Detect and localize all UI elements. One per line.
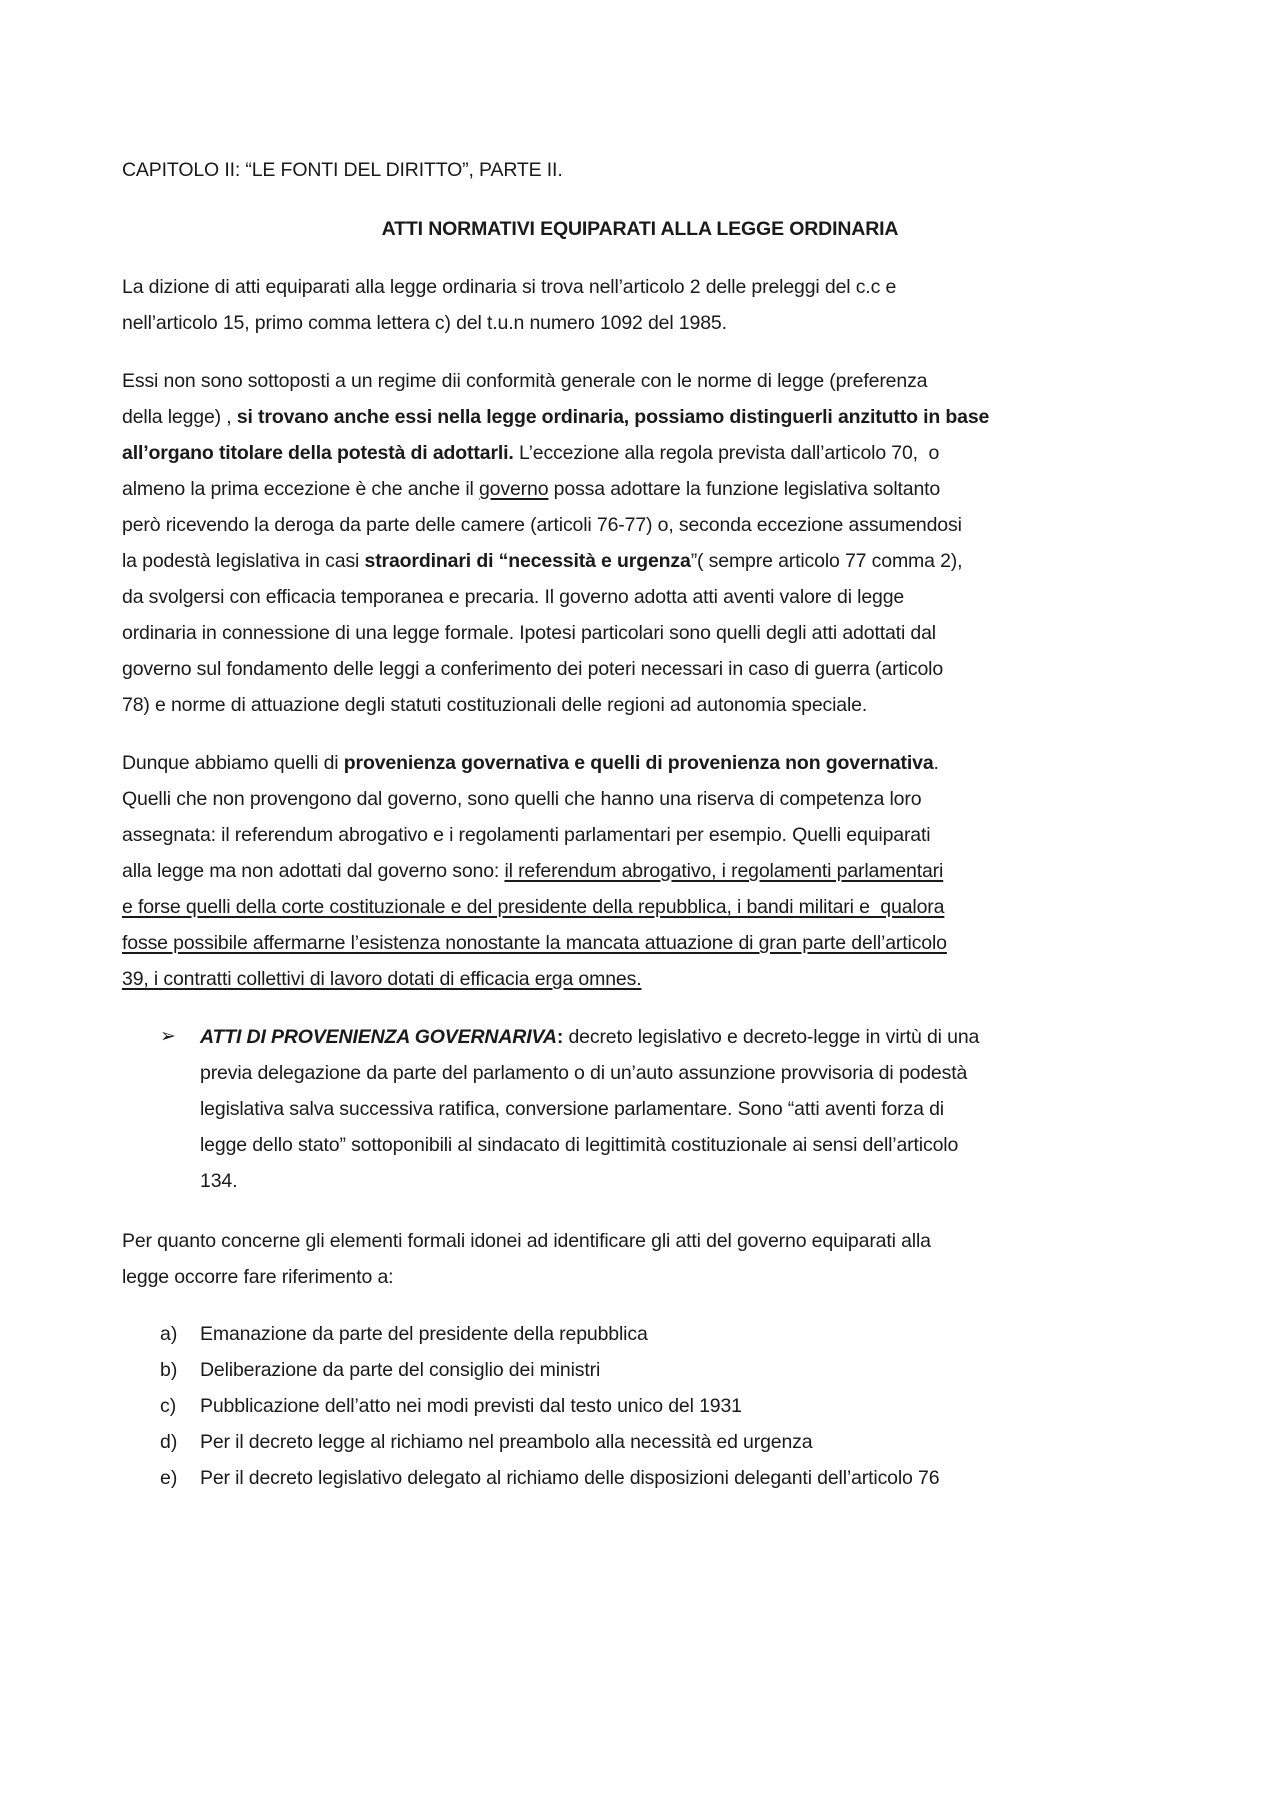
bullet-title: ATTI DI PROVENIENZA GOVERNARIVA <box>200 1026 557 1048</box>
text-line: da svolgersi con efficacia temporanea e precaria. Il governo adotta atti aventi valore di legge <box>122 586 905 608</box>
underlined-text: governo <box>478 478 549 500</box>
text-line: 78) e norme di attuazione degli statuti costituzionali delle regioni ad autonomia speciale. <box>122 694 868 716</box>
section-heading: ATTI NORMATIVI EQUIPARATI ALLA LEGGE ORDINARIA <box>381 218 899 240</box>
arrow-bullet-icon: ➢ <box>160 1026 176 1047</box>
text-line <box>122 549 962 573</box>
underlined-line: fosse possibile affermarne l’esistenza nonostante la mancata attuazione di gran parte dell’articolo <box>122 932 947 954</box>
list-item-text: Per il decreto legislativo delegato al richiamo delle disposizioni deleganti dell’articolo 76 <box>200 1467 940 1489</box>
text-span: almeno la prima eccezione è che anche il <box>122 478 479 500</box>
chapter-title: CAPITOLO II: “LE FONTI DEL DIRITTO”, PARTE II. <box>122 159 563 181</box>
bold-text: all’organo titolare della potestà di adottarli. <box>122 442 514 464</box>
list-marker: e) <box>160 1467 178 1489</box>
underlined-text: il referendum abrogativo, i regolamenti parlamentari <box>504 860 944 882</box>
text-line <box>122 859 943 883</box>
text-line: La dizione di atti equiparati alla legge ordinaria si trova nell’articolo 2 delle preleggi del c.c e <box>122 276 897 298</box>
list-marker: a) <box>160 1323 178 1345</box>
list-item-text: Emanazione da parte del presidente della repubblica <box>200 1323 648 1345</box>
text-span: ”( sempre articolo 77 comma 2), <box>690 550 963 572</box>
text-span: Dunque abbiamo quelli di <box>122 752 344 774</box>
text-span: L’eccezione alla regola prevista dall’articolo 70, o <box>513 442 940 464</box>
list-item-text: Deliberazione da parte del consiglio dei ministri <box>200 1359 601 1381</box>
list-item-text: Pubblicazione dell’atto nei modi previsti dal testo unico del 1931 <box>200 1395 742 1417</box>
list-marker: c) <box>160 1395 177 1417</box>
text-line: ordinaria in connessione di una legge formale. Ipotesi particolari sono quelli degli atti adottati dal <box>122 622 936 644</box>
text-line <box>122 751 939 775</box>
text-span: . <box>933 752 939 774</box>
text-line: previa delegazione da parte del parlamento o di un’auto assunzione provvisoria di podestà <box>200 1062 968 1084</box>
text-span: decreto legislativo e decreto-legge in virtù di una <box>563 1026 980 1048</box>
underlined-line: e forse quelli della corte costituzionale e del presidente della repubblica, i bandi militari e qualora <box>122 896 945 918</box>
text-line: assegnata: il referendum abrogativo e i regolamenti parlamentari per esempio. Quelli equiparati <box>122 824 931 846</box>
text-span: la podestà legislativa in casi <box>122 550 365 572</box>
list-marker: d) <box>160 1431 178 1453</box>
text-line <box>122 405 989 429</box>
text-line: Per quanto concerne gli elementi formali idonei ad identificare gli atti del governo equiparati alla <box>122 1230 931 1252</box>
bold-text: si trovano anche essi nella legge ordinaria, possiamo distinguerli anzitutto in base <box>236 406 990 428</box>
text-line: però ricevendo la deroga da parte delle camere (articoli 76-77) o, seconda eccezione assumendosi <box>122 514 962 536</box>
text-span: alla legge ma non adottati dal governo sono: <box>122 860 505 882</box>
text-line: 134. <box>200 1170 238 1192</box>
underlined-line: 39, i contratti collettivi di lavoro dotati di efficacia erga omnes. <box>122 968 642 990</box>
text-line: legge dello stato” sottoponibili al sindacato di legittimità costituzionale ai sensi dell’articolo <box>200 1134 959 1156</box>
list-item-text: Per il decreto legge al richiamo nel preambolo alla necessità ed urgenza <box>200 1431 813 1453</box>
bold-text: straordinari di “necessità e urgenza <box>364 550 691 572</box>
text-line <box>122 477 940 501</box>
text-line: legislativa salva successiva ratifica, conversione parlamentare. Sono “atti aventi forza di <box>200 1098 944 1120</box>
bold-text: provenienza governativa e quelli di provenienza non governativa <box>343 752 934 774</box>
text-line: Essi non sono sottoposti a un regime dii conformità generale con le norme di legge (preferenza <box>122 370 928 392</box>
text-span: possa adottare la funzione legislativa soltanto <box>548 478 941 500</box>
text-line: legge occorre fare riferimento a: <box>122 1266 394 1288</box>
text-line: nell’articolo 15, primo comma lettera c) del t.u.n numero 1092 del 1985. <box>122 312 727 334</box>
text-line: governo sul fondamento delle leggi a conferimento dei poteri necessari in caso di guerra (articolo <box>122 658 944 680</box>
text-span: della legge) , <box>122 406 237 428</box>
text-line <box>122 441 939 465</box>
bold-text: : <box>556 1026 564 1048</box>
text-line: Quelli che non provengono dal governo, sono quelli che hanno una riserva di competenza loro <box>122 788 922 810</box>
list-marker: b) <box>160 1359 178 1381</box>
text-line <box>200 1025 979 1049</box>
